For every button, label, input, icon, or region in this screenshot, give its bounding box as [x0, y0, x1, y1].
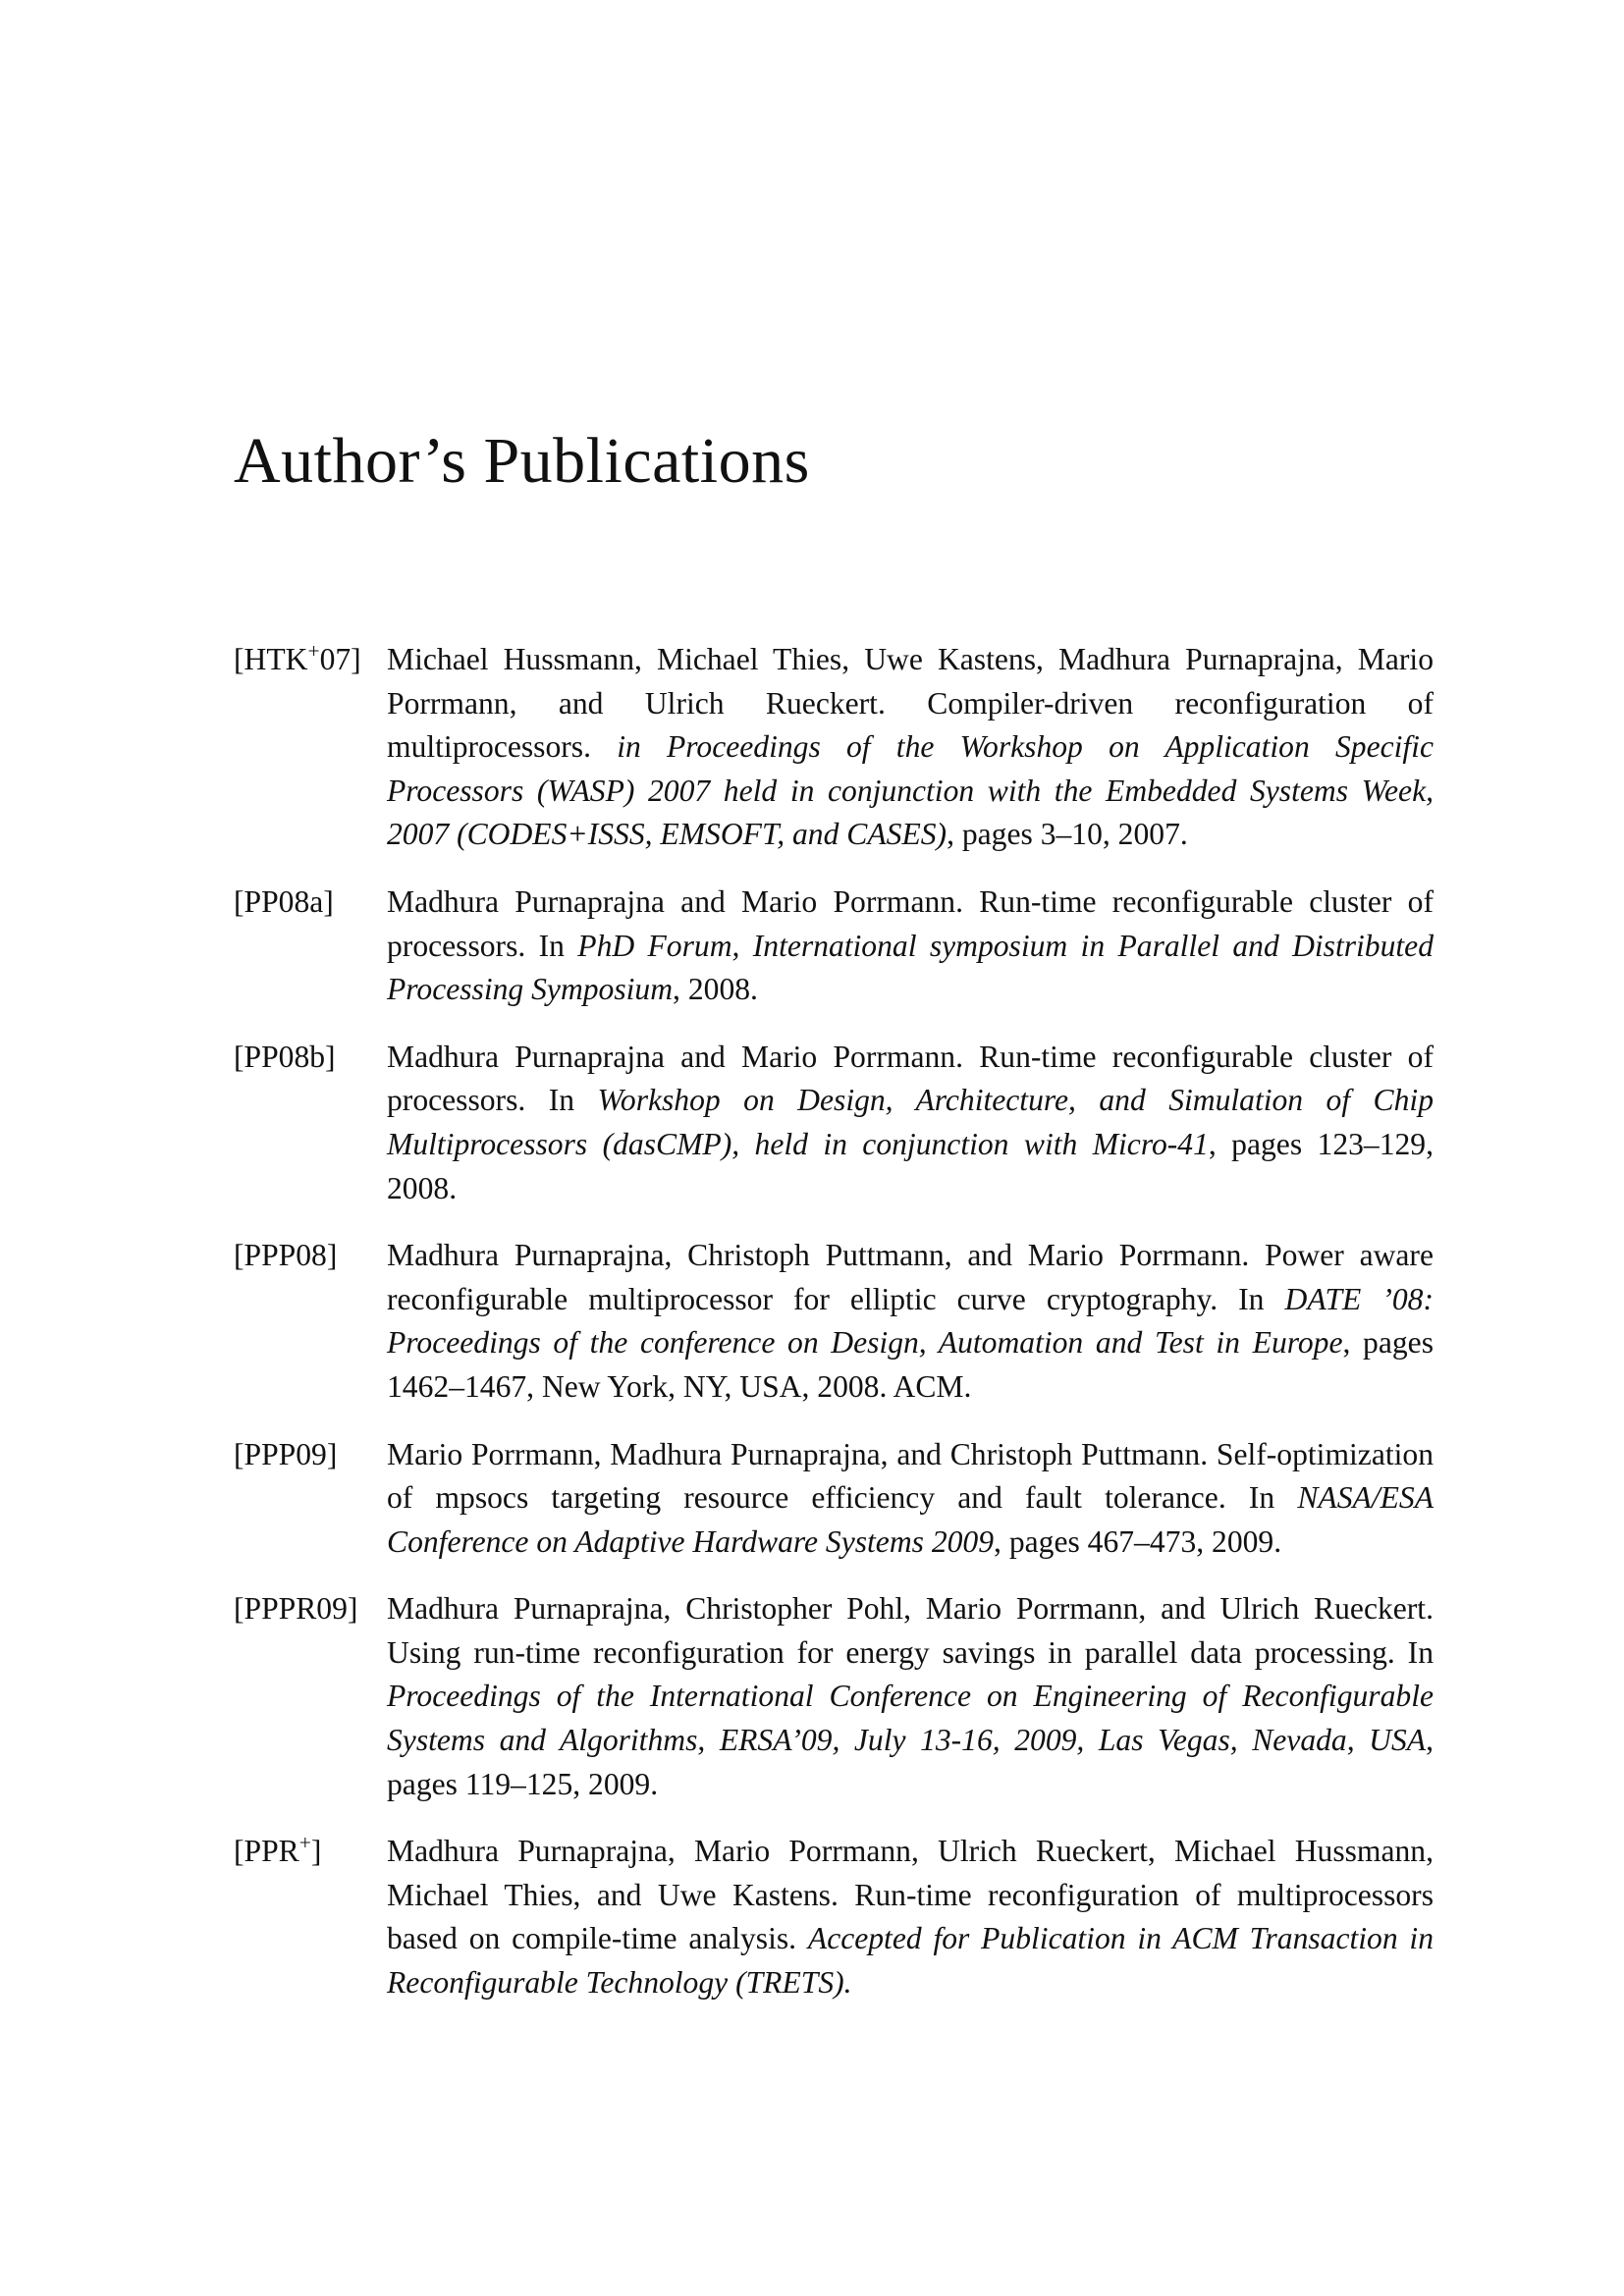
bib-details: , pages 3–10, 2007. — [947, 817, 1188, 852]
bib-authors: Mario Porrmann, Madhura Purnaprajna, and Christoph Puttmann. — [387, 1436, 1209, 1471]
bib-details: , pages 1462–1467, New York, NY, USA, 2008. ACM. — [387, 1325, 1434, 1404]
bib-key: [HTK+07] — [234, 639, 361, 676]
bib-authors: Michael Hussmann, Michael Thies, Uwe Kastens, Madhura Purnaprajna, Mario Porrmann, and Ulrich Rueckert. — [387, 642, 1434, 721]
bib-title: Run-time reconfigurable cluster of processors. In — [387, 883, 1434, 963]
bib-title: Run-time reconfiguration of multiprocessors based on compile-time analysis. — [387, 1877, 1434, 1956]
bib-venue: Workshop on Design, Architecture, and Simulation of Chip Multiprocessors (dasCMP), held in conjunction with Micro-41 — [387, 1083, 1435, 1161]
page-title: Author’s Publications — [234, 425, 810, 497]
bib-entry-ppp09 — [234, 1433, 1434, 1565]
bib-details: , 2008. — [673, 972, 758, 1007]
bib-venue: DATE ’08: Proceedings of the conference on Design, Automation and Test in Europe — [387, 1281, 1434, 1361]
bib-title: Run-time reconfigurable cluster of processors. In — [387, 1039, 1434, 1118]
bib-title: Self-optimization of mpsocs targeting resource efficiency and fault tolerance. In — [387, 1436, 1434, 1516]
bib-entry-ppp08 — [234, 1234, 1434, 1409]
bib-authors: Madhura Purnaprajna and Mario Porrmann. — [387, 1039, 963, 1074]
bib-venue: PhD Forum, International symposium in Parallel and Distributed Processing Symposium — [387, 928, 1435, 1007]
bib-title: Using run-time reconfiguration for energy savings in parallel data processing. In — [387, 1634, 1434, 1670]
bib-key: [PPP09] — [234, 1436, 338, 1471]
bib-venue: in Proceedings of the Workshop on Application Specific Processors (WASP) 2007 held in conjunction with the Embedded Systems Week, 2007 (CODES+ISSS, EMSOFT, and CASES) — [387, 729, 1434, 852]
bib-text — [387, 1433, 1434, 1565]
bib-details: , pages 467–473, 2009. — [994, 1523, 1282, 1559]
bib-text — [387, 1234, 1434, 1409]
bib-venue: Accepted for Publication in ACM Transaction in Reconfigurable Technology (TRETS). — [387, 1921, 1435, 2001]
bib-key: [PP08a] — [234, 883, 334, 919]
bibliography-list — [234, 638, 1434, 2029]
bib-entry-pp08a — [234, 881, 1434, 1012]
bib-venue: Proceedings of the International Conference on Engineering of Reconfigurable Systems and Algorithms, ERSA’09, July 13-16, 2009, Las Vegas, Nevada, USA — [387, 1679, 1434, 1758]
bib-entry-htk07 — [234, 638, 1434, 857]
bib-details: , pages 123–129, 2008. — [387, 1126, 1435, 1205]
bib-entry-ppr — [234, 1830, 1434, 2004]
bib-authors: Madhura Purnaprajna, Christopher Pohl, Mario Porrmann, and Ulrich Rueckert. — [387, 1591, 1434, 1627]
bib-text — [387, 1036, 1434, 1210]
bib-key: [PPR+] — [234, 1831, 322, 1869]
bib-title: Compiler-driven reconfiguration of multiprocessors. — [387, 685, 1434, 765]
bib-text — [387, 1830, 1434, 2004]
bib-entry-pp08b — [234, 1036, 1434, 1210]
bib-details: , pages 119–125, 2009. — [387, 1723, 1434, 1801]
bib-key: [PP08b] — [234, 1039, 336, 1074]
bib-title: Power aware reconfigurable multiprocessor for elliptic curve cryptography. In — [387, 1238, 1434, 1316]
bib-venue: NASA/ESA Conference on Adaptive Hardware Systems 2009 — [387, 1480, 1434, 1559]
bib-entry-pppr09 — [234, 1587, 1434, 1806]
bib-key: [PPP08] — [234, 1238, 338, 1273]
bib-authors: Madhura Purnaprajna, Mario Porrmann, Ulrich Rueckert, Michael Hussmann, Michael Thies, and Uwe Kastens. — [387, 1834, 1434, 1912]
bib-authors: Madhura Purnaprajna and Mario Porrmann. — [387, 883, 963, 919]
bib-text — [387, 881, 1434, 1012]
bib-text — [387, 638, 1434, 857]
bib-text — [387, 1587, 1434, 1806]
bib-key: [PPPR09] — [234, 1591, 358, 1627]
bib-authors: Madhura Purnaprajna, Christoph Puttmann, and Mario Porrmann. — [387, 1238, 1250, 1273]
